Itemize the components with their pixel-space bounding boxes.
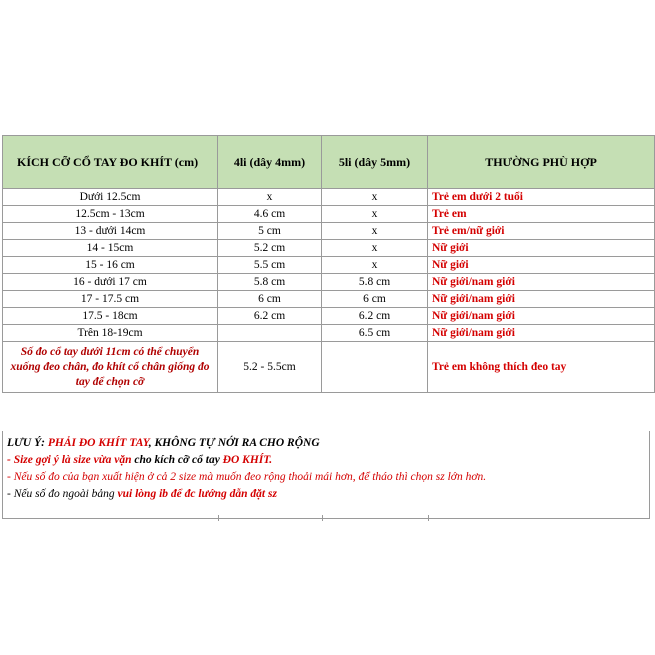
- cell-fit: Nữ giới: [428, 257, 655, 274]
- cell-4li: 5.5 cm: [218, 257, 322, 274]
- note-text: - Size gợi ý là size vừa vặn: [7, 454, 135, 466]
- cell-4li: 5.2 - 5.5cm: [218, 342, 322, 393]
- cell-5li: x: [322, 189, 428, 206]
- header-row: [3, 136, 655, 189]
- cell-4li: 4.6 cm: [218, 206, 322, 223]
- header-size: KÍCH CỠ CỔ TAY ĐO KHÍT (cm): [3, 136, 218, 189]
- cell-fit: Nữ giới/nam giới: [428, 325, 655, 342]
- table-row: [3, 206, 655, 223]
- table-row: [3, 223, 655, 240]
- note-text: , KHÔNG TỰ NỚI RA CHO RỘNG: [148, 437, 320, 449]
- cell-fit: Nữ giới/nam giới: [428, 291, 655, 308]
- cell-4li: 5.2 cm: [218, 240, 322, 257]
- cell-size: 15 - 16 cm: [3, 257, 218, 274]
- note-line-1: [7, 435, 645, 452]
- header-fit: THƯỜNG PHÙ HỢP: [428, 136, 655, 189]
- table-row: [3, 240, 655, 257]
- cell-4li: 5 cm: [218, 223, 322, 240]
- header-5li: 5li (dây 5mm): [322, 136, 428, 189]
- ankle-note: Số đo cổ tay dưới 11cm có thể chuyển xuống đeo chân, đo khít cổ chân giống đo tay để chọn cỡ: [3, 342, 218, 393]
- cell-fit: Nữ giới: [428, 240, 655, 257]
- cell-fit: Trẻ em dưới 2 tuổi: [428, 189, 655, 206]
- table-row: [3, 189, 655, 206]
- column-divider: [428, 515, 429, 521]
- cell-fit: Trẻ em: [428, 206, 655, 223]
- header-4li: 4li (dây 4mm): [218, 136, 322, 189]
- cell-size: Trên 18-19cm: [3, 325, 218, 342]
- cell-fit: Nữ giới/nam giới: [428, 274, 655, 291]
- cell-5li: 6.5 cm: [322, 325, 428, 342]
- cell-5li: x: [322, 257, 428, 274]
- cell-4li: [218, 325, 322, 342]
- cell-size: 12.5cm - 13cm: [3, 206, 218, 223]
- size-table: [2, 135, 655, 393]
- note-text: cho kích cỡ cổ tay: [134, 454, 223, 466]
- cell-size: Dưới 12.5cm: [3, 189, 218, 206]
- note-line-2: [7, 452, 645, 469]
- note-line-4: [7, 486, 645, 503]
- note-emphasis: ĐO KHÍT.: [222, 454, 273, 466]
- cell-5li: 5.8 cm: [322, 274, 428, 291]
- cell-5li: [322, 342, 428, 393]
- cell-5li: x: [322, 206, 428, 223]
- cell-fit: Trẻ em/nữ giới: [428, 223, 655, 240]
- cell-4li: 6 cm: [218, 291, 322, 308]
- cell-size: 17.5 - 18cm: [3, 308, 218, 325]
- cell-4li: x: [218, 189, 322, 206]
- notes-section: [2, 431, 650, 519]
- column-divider: [218, 515, 219, 521]
- note-emphasis: vui lòng ib để đc lướng dẫn đặt sz: [117, 488, 277, 500]
- cell-4li: 5.8 cm: [218, 274, 322, 291]
- cell-5li: 6.2 cm: [322, 308, 428, 325]
- cell-size: 13 - dưới 14cm: [3, 223, 218, 240]
- cell-5li: 6 cm: [322, 291, 428, 308]
- note-line-3: - Nếu số đo của bạn xuất hiện ở cả 2 size mà muốn đeo rộng thoải mái hơn, để tháo thì chọn sz lớn hơn.: [7, 471, 487, 483]
- cell-fit: Nữ giới/nam giới: [428, 308, 655, 325]
- note-emphasis: PHẢI ĐO KHÍT TAY: [47, 437, 149, 449]
- table-row: [3, 291, 655, 308]
- cell-5li: x: [322, 223, 428, 240]
- cell-5li: x: [322, 240, 428, 257]
- table-row: [3, 308, 655, 325]
- size-chart: [0, 135, 655, 520]
- special-row: [3, 342, 655, 393]
- table-row: [3, 274, 655, 291]
- column-divider: [322, 515, 323, 521]
- note-label: LƯU Ý:: [7, 437, 48, 449]
- cell-size: 17 - 17.5 cm: [3, 291, 218, 308]
- cell-size: 14 - 15cm: [3, 240, 218, 257]
- cell-fit: Trẻ em không thích đeo tay: [428, 342, 655, 393]
- cell-4li: 6.2 cm: [218, 308, 322, 325]
- table-row: [3, 325, 655, 342]
- cell-size: 16 - dưới 17 cm: [3, 274, 218, 291]
- table-row: [3, 257, 655, 274]
- note-text: - Nếu số đo ngoài bảng: [7, 488, 118, 500]
